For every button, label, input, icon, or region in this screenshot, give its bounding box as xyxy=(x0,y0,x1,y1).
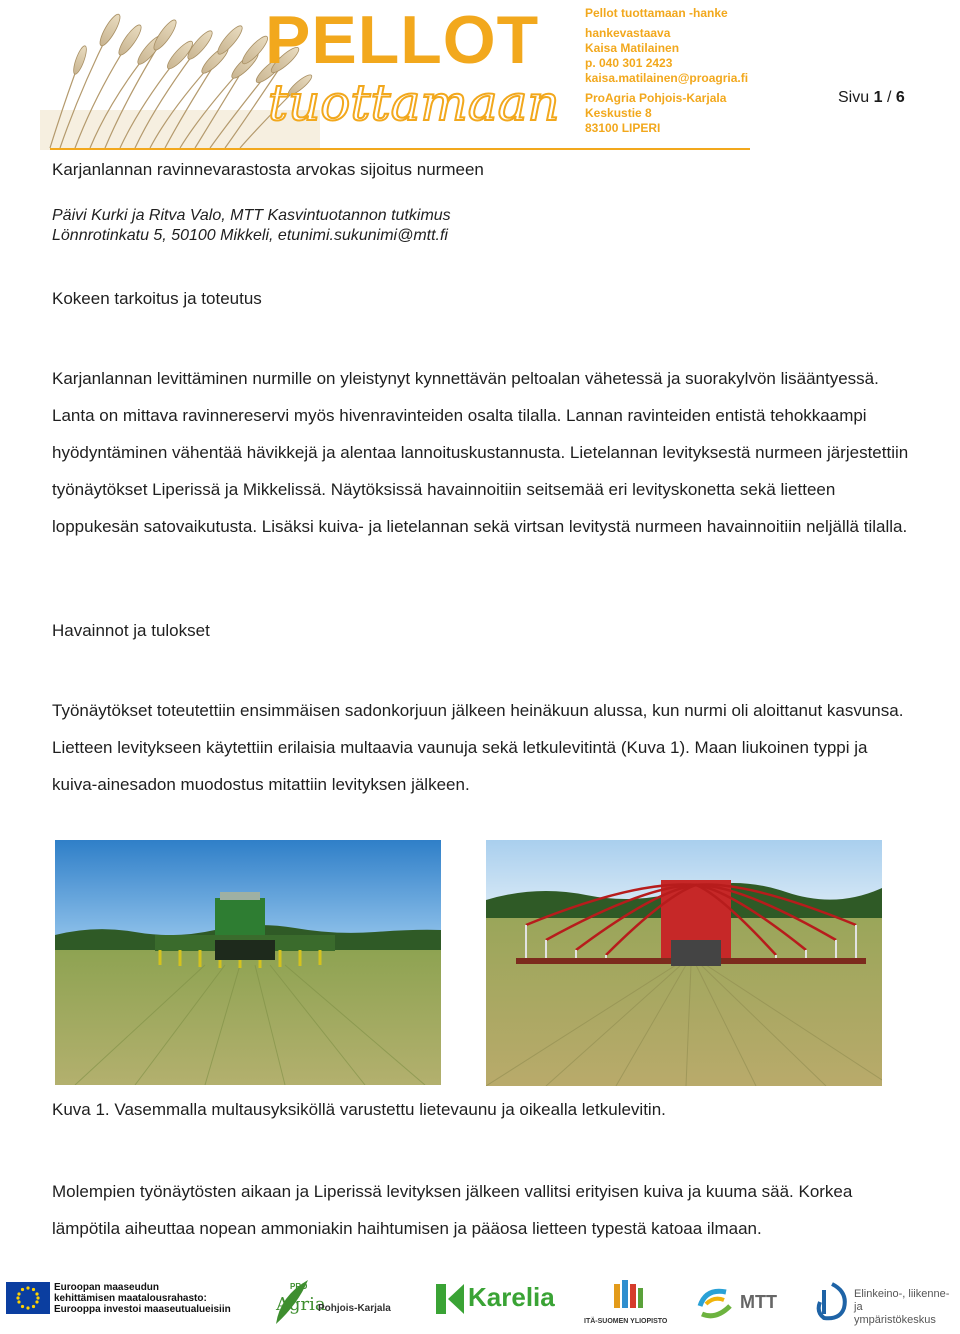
authors xyxy=(52,206,912,246)
eu-text-line: Eurooppa investoi maaseutualueisiin xyxy=(54,1304,231,1315)
photo-trailing-hose-spreader xyxy=(486,840,882,1086)
uef-name: ITÄ-SUOMEN YLIOPISTO xyxy=(584,1318,668,1325)
project-name: Pellot tuottamaan -hanke xyxy=(585,6,728,20)
photo-slurry-injector xyxy=(55,840,441,1085)
ely-mark-icon xyxy=(814,1282,850,1322)
paragraph-text: Karjanlannan levittäminen nurmille on yleistynyt kynnettävän peltoalan vähetessä ja suorakylvön lisääntyessä. Lanta on mittava ravinnereservi myös hivenravinteiden osalta tilalla. Lannan ravinteiden entistä tehokkaampi hyödyntäminen vähentää hävikkejä ja alentaa lannoituskustannusta. Lietelannan levityksestä nurmeen järjestettiin työnäytökset Liperissä ja Mikkelissä. Näytöksissä havainnoitiin seitsemää eri levityskonetta sekä lietteen loppukesän satovaikutusta. Lisäksi kuiva- ja lietelannan sekä virtsan levitystä nurmeen havainnoitiin neljällä tilalla. xyxy=(52,369,909,536)
figure-caption: Kuva 1. Vasemmalla multausyksiköllä varustettu lietevaunu ja oikealla letkulevitin. xyxy=(52,1100,666,1119)
document-title: Karjanlannan ravinnevarastosta arvokas sijoitus nurmeen xyxy=(52,160,484,179)
contact-role: hankevastaava xyxy=(585,26,671,40)
organization-street: Keskustie 8 xyxy=(585,106,652,120)
address-line: Lönnrotinkatu 5, 50100 Mikkeli, etunimi.sukunimi@mtt.fi xyxy=(52,227,448,244)
eu-text-line: Euroopan maaseudun xyxy=(54,1282,160,1293)
footer-logos xyxy=(0,1270,960,1334)
eu-text-line: kehittämisen maatalousrahasto: xyxy=(54,1293,207,1304)
page-label: Sivu xyxy=(838,89,870,106)
contact-phone: p. 040 301 2423 xyxy=(585,56,673,70)
proagria-region: Pohjois-Karjala xyxy=(318,1303,391,1314)
mtt-name: MTT xyxy=(740,1292,777,1312)
proagria-name: Agria xyxy=(276,1294,326,1315)
karelia-k-icon xyxy=(436,1284,466,1314)
header-rule xyxy=(50,148,750,150)
proagria-pro: PRO xyxy=(290,1282,308,1291)
ely-text xyxy=(854,1288,960,1327)
eu-flag-icon xyxy=(6,1282,50,1314)
karelia-name: Karelia xyxy=(468,1282,555,1312)
uef-figures-icon xyxy=(610,1278,646,1314)
logo-title: PELLOT xyxy=(265,2,540,78)
page-number xyxy=(838,89,905,107)
mtt-swirl-icon xyxy=(696,1286,736,1322)
closing-paragraph xyxy=(52,1173,912,1247)
contact-email: kaisa.matilainen@proagria.fi xyxy=(585,71,749,85)
logo-subtitle: tuottamaan xyxy=(268,74,560,132)
eu-text xyxy=(54,1282,231,1315)
paragraph-text: Molempien työnäytösten aikaan ja Liperissä levityksen jälkeen vallitsi erityisen kuiva ja kuuma sää. Korkea lämpötila aiheuttaa nopean ammoniakin haihtumisen ja pääosa lietteen typestä katoaa ilmaan. xyxy=(52,1182,853,1238)
page-separator: / xyxy=(886,89,892,106)
page-total: 6 xyxy=(895,89,905,106)
page-current: 1 xyxy=(873,89,883,106)
paragraph-text: Työnäytökset toteutettiin ensimmäisen sadonkorjuun jälkeen heinäkuun alussa, kun nurmi oli aloittanut kasvunsa. Lietteen levitykseen käytettiin erilaisia multaavia vaunuja sekä letkulevitintä (Kuva 1). Maan liukoinen typpi ja kuiva-ainesadon muodostus mitattiin levityksen jälkeen. xyxy=(52,701,904,794)
contact-block xyxy=(585,6,748,136)
section-paragraph-results xyxy=(52,692,912,803)
section-heading-results: Havainnot ja tulokset xyxy=(52,621,210,640)
contact-person: Kaisa Matilainen xyxy=(585,41,680,55)
section-paragraph-aim xyxy=(52,360,912,545)
ely-text-line: ympäristökeskus xyxy=(854,1314,936,1326)
organization-name: ProAgria Pohjois-Karjala xyxy=(585,91,727,105)
organization-postal: 83100 LIPERI xyxy=(585,121,661,135)
section-heading-aim: Kokeen tarkoitus ja toteutus xyxy=(52,289,262,308)
ely-text-line: Elinkeino-, liikenne- ja xyxy=(854,1288,950,1313)
authors-line: Päivi Kurki ja Ritva Valo, MTT Kasvintuotannon tutkimus xyxy=(52,207,451,224)
